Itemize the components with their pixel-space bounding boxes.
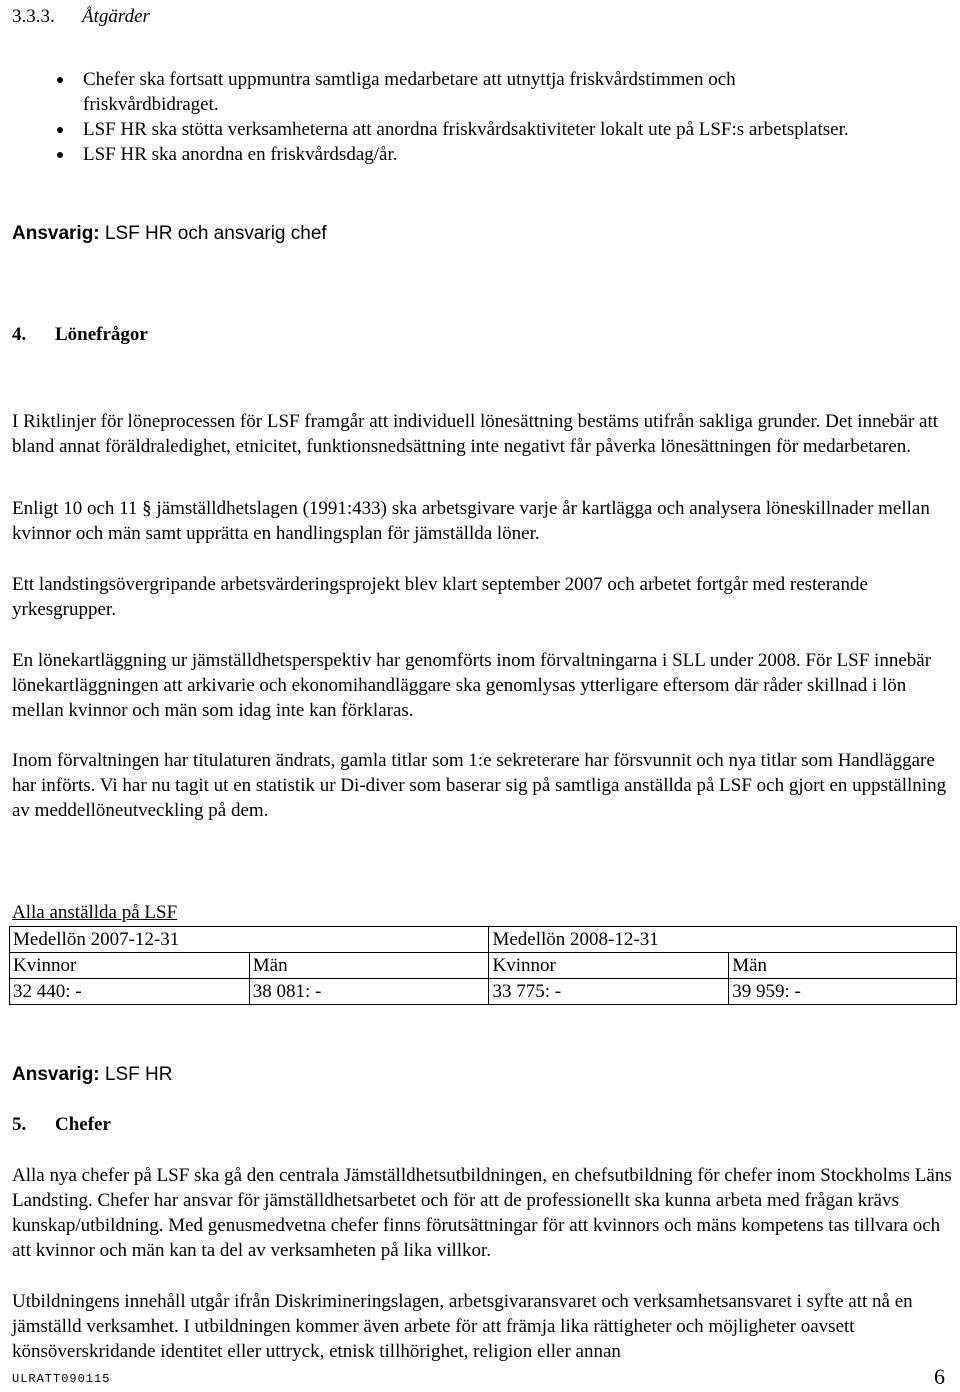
table-caption: Alla anställda på LSF [12,902,178,923]
responsible-value: LSF HR [104,1064,173,1085]
table-row [10,979,957,1005]
paragraph: Alla nya chefer på LSF ska gå den centrala Jämställdhetsutbildningen, en chefsutbildning för chefer inom Stockholms Läns Landsting. Chefer har ansvar för jämställdhetsarbetet och för att de professionellt ska kunna arbeta med frågan krävs kunskap/utbildning. Med genusmedvetna chefer finns förutsättningar för att kvinnors och mäns kompetens tas tillvara och att kvinnor och män kan ta del av verksamheten på lika villkor. [12,1165,952,1261]
responsible-label: Ansvarig: [12,223,100,244]
section-heading-3-3-3 [12,4,150,29]
period-header-2008: Medellön 2008-12-31 [489,927,957,953]
paragraph: En lönekartläggning ur jämställdhetsperspektiv har genomförts inom förvaltningarna i SLL under 2008. För LSF innebär lönekartläggningen att arkivarie och ekonomihandläggare ska genomlysas ytterligare eftersom där råder skillnad i lön mellan kvinnor och män som idag inte kan förklaras. [12,650,932,721]
paragraph: Enligt 10 och 11 § jämställdhetslagen (1991:433) ska arbetsgivare varje år kartlägga och analysera löneskillnader mellan kvinnor och män samt upprätta en handlingsplan för jämställda löner. [12,498,930,544]
salary-table [9,926,957,1005]
bullet-item: Chefer ska fortsatt uppmuntra samtliga medarbetare att utnyttja friskvårdstimmen och friskvårdbidraget. [12,67,852,117]
table-row [10,953,957,979]
bullet-item: LSF HR ska stötta verksamheterna att anordna friskvårdsaktiviteter lokalt ute på LSF:s arbetsplatser. [12,117,852,142]
section-heading-5 [12,1112,111,1137]
section-heading-4 [12,322,148,347]
section-number: 5. [12,1114,27,1135]
action-bullet-list [12,67,852,167]
section-number: 3.3.3. [12,6,55,27]
table-row [10,927,957,953]
section-title: Åtgärder [82,6,150,27]
section-title: Chefer [55,1114,111,1135]
paragraph: Ett landstingsövergripande arbetsvärderingsprojekt blev klart september 2007 och arbetet fortgår med resterande yrkesgrupper. [12,574,868,620]
section-title: Lönefrågor [55,324,148,345]
page-number: 6 [934,1364,945,1389]
bullet-item: LSF HR ska anordna en friskvårdsdag/år. [12,142,852,167]
column-header: Kvinnor [10,953,250,979]
table-cell: 33 775: - [489,979,729,1005]
period-header-2007: Medellön 2007-12-31 [10,927,489,953]
responsible-label: Ansvarig: [12,1064,100,1085]
paragraph: Utbildningens innehåll utgår ifrån Diskrimineringslagen, arbetsgivaransvaret och verksamhetsansvaret i syfte att nå en jämställd verksamhet. I utbildningen kommer även arbete för att främja lika rättigheter och möjligheter oavsett könsöverskridande identitet eller uttryck, etnisk tillhörighet, religion eller annan [12,1291,913,1362]
paragraph: I Riktlinjer för löneprocessen för LSF framgår att individuell lönesättning bestäms utifrån sakliga grunder. Det innebär att bland annat föräldraledighet, etnicitet, funktionsnedsättning inte negativt får påverka lönesättningen för medarbetaren. [12,411,939,457]
section-number: 4. [12,324,27,345]
responsible-line [12,221,327,246]
table-cell: 39 959: - [729,979,957,1005]
column-header: Män [729,953,957,979]
column-header: Män [249,953,489,979]
paragraph: Inom förvaltningen har titulaturen ändrats, gamla titlar som 1:e sekreterare har försvunnit och nya titlar som Handläggare har införts. Vi har nu tagit ut en statistik ur Di-diver som baserar sig på samtliga anställda på LSF och gjort en uppställning av meddellöneutveckling på dem. [12,750,947,821]
footer-document-code: ULRATT090115 [12,1372,111,1386]
table-cell: 32 440: - [10,979,250,1005]
table-cell: 38 081: - [249,979,489,1005]
responsible-value: LSF HR och ansvarig chef [104,223,327,244]
column-header: Kvinnor [489,953,729,979]
responsible-line [12,1062,173,1087]
